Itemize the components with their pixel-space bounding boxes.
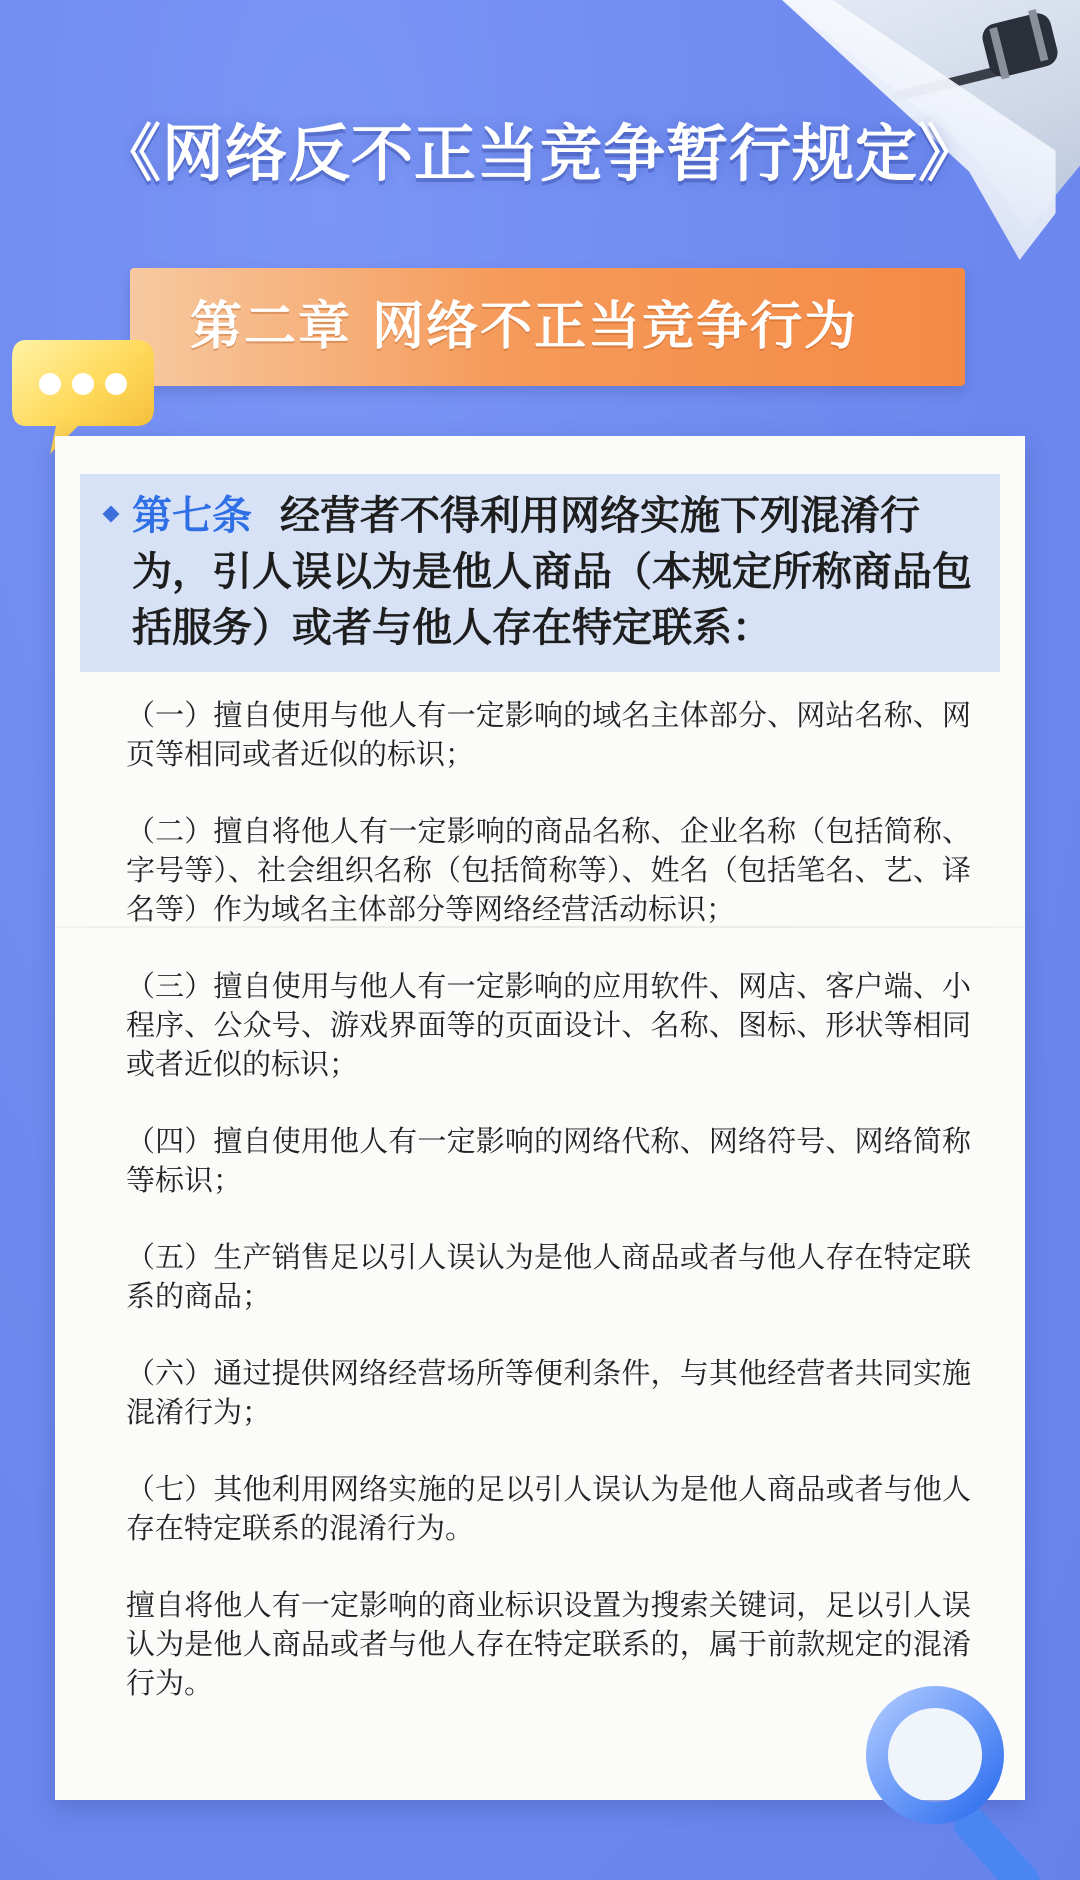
chapter-banner bbox=[130, 268, 965, 386]
article-heading bbox=[132, 488, 987, 656]
magnifier-icon bbox=[860, 1680, 1080, 1880]
list-item: （一）擅自使用与他人有一定影响的域名主体部分、网站名称、网页等相同或者近似的标识； bbox=[126, 698, 971, 771]
list-item: （五）生产销售足以引人误认为是他人商品或者与他人存在特定联系的商品； bbox=[126, 1240, 971, 1313]
closing-paragraph: 擅自将他人有一定影响的商业标识设置为搜索关键词，足以引人误认为是他人商品或者与他人存在特定联系的，属于前款规定的混淆行为。 bbox=[126, 1588, 971, 1700]
list-item: （七）其他利用网络实施的足以引人误认为是他人商品或者与他人存在特定联系的混淆行为。 bbox=[126, 1472, 971, 1545]
list-item: （四）擅自使用他人有一定影响的网络代称、网络符号、网络简称等标识； bbox=[126, 1124, 971, 1197]
page-title: 《网络反不正当竞争暂行规定》 bbox=[98, 117, 981, 190]
chapter-title: 第二章 网络不正当竞争行为 bbox=[190, 297, 859, 357]
article-text: 经营者不得利用网络实施下列混淆行为，引人误以为是他人商品（本规定所称商品包括服务）或者与他人存在特定联系： bbox=[132, 492, 972, 651]
article-number: 第七条 bbox=[132, 493, 252, 539]
article-items bbox=[126, 696, 971, 1741]
list-item: （二）擅自将他人有一定影响的商品名称、企业名称（包括简称、字号等）、社会组织名称（包括简称等）、姓名（包括笔名、艺、译名等）作为域名主体部分等网络经营活动标识； bbox=[126, 814, 971, 926]
list-item: （六）通过提供网络经营场所等便利条件，与其他经营者共同实施混淆行为； bbox=[126, 1356, 971, 1429]
list-item: （三）擅自使用与他人有一定影响的应用软件、网店、客户端、小程序、公众号、游戏界面等的页面设计、名称、图标、形状等相同或者近似的标识； bbox=[126, 969, 971, 1081]
